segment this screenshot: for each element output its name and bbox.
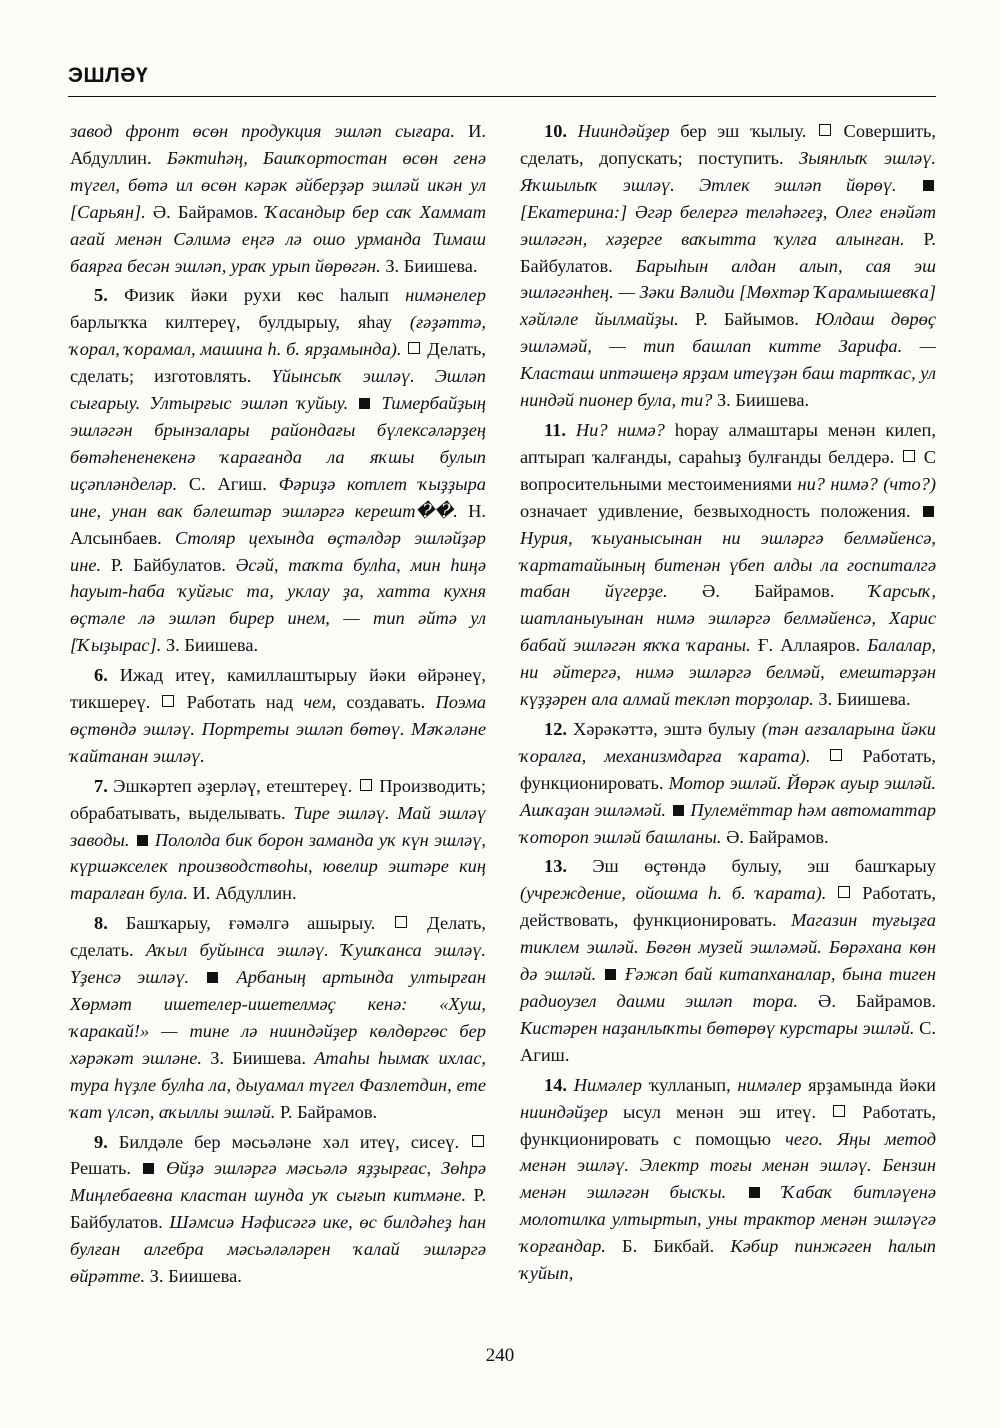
sense-8: 8. Башҡарыу, ғәмәлгә ашырыу. Делать, сделать. Аҡыл буйынса эшләү. Ҡушҡанса эшләү. Үҙенсә эшләү. Арбаның артында ултырған Хөрмәт ишетелер-ишетелмәҫ кенә: «Хуш, ҡаракай!» — тине лә нииндәйҙер көлдөргөс бер хәрәкәт эшләне. З. Биишева. Атаһы һымаҡ ихлас, тура һүҙле булһа ла, дыуамал түгел Фазлетдин, ете ҡат үлсәп, аҡыллы эшләй. Р. Байрамов. xyxy=(70,913,487,1122)
example-marker xyxy=(605,969,616,980)
russian-translation-marker xyxy=(903,450,915,462)
example-marker xyxy=(137,835,148,846)
example-marker xyxy=(923,180,934,191)
sense-14: 14. Нимәлер ҡулланып, нимәлер ярҙамында йәки нииндәйҙер ысул менән эш итеү. Работать, функционировать с помощью чего. Яңы метод менән эшләү. Электр тоғы менән эшләү. Бензин менән эшләгән бысҡы. Ҡабаҡ битләүенә молотилка ултыртып, уны трактор менән эшләүгә ҡорғандар. Б. Бикбай. Кәбир пинжәген һалып ҡуйып, xyxy=(520,1074,936,1284)
sense-6: 6. Ижад итеү, камиллаштырыу йәки өйрәнеү, тикшереү. Работать над чем, создавать. Поэма өҫтөндә эшләү. Портреты эшләп бөтөү. Мәҡәләне ҡайтанан эшләү. xyxy=(70,665,487,766)
sense-10: 10. Нииндәйҙер бер эш ҡылыу. Совершить, сделать, допускать; поступить. Зыянлыҡ эшләү. Яҡшылыҡ эшләү. Этлек эшләп йөрөү. [Екатерина:] Әгәр белергә теләһәгеҙ, Олег енәйәт эшләгән, хәҙерге ваҡытта ҡулға алынған. Р. Байбулатов. Барыһын алдан алып, сая эш эшләгәнһең. — Зәки Вәлиди [Мөхтәр Ҡарамышевҡа] хәйләле йылмайҙы. Р. Байымов. Юлдаш дөрөҫ эшләмәй, — тип башлап китте Зарифа. — Класташ иптәшеңә ярҙам итеүҙән баш тартҡас, ул ниндәй пионер була, ти? З. Биишева. xyxy=(520,121,937,411)
sense-13: 13. Эш өҫтөндә булыу, эш башҡарыу (учреждение, ойошма һ. б. ҡарата). Работать, действовать, функционировать. Магазин туғыҙға тиклем эшләй. Бөгөн музей эшләмәй. Бөрәхана көн дә эшләй. Ғәжәп бай китапханалар, бына тиген радиоузел даими эшләп тора. Ә. Байрамов. Кистәрен наҙанлыҡты бөтөрөү курстары эшләй. С. Агиш. xyxy=(520,856,937,1065)
sense-9: 9. Билдәле бер мәсьәләне хәл итеү, сисеү. Решать. Өйҙә эшләргә мәсьәлә яҙҙырғас, Зөһрә Миңлебаевна кластан шунда уҡ сығып китмәне. Р. Байбулатов. Шәмсиә Нәфисәгә ике, өс билдәһеҙ һан булған алгебра мәсьәләләрен ҡалай эшләргә өйрәтте. З. Биишева. xyxy=(70,1131,487,1287)
russian-translation-marker xyxy=(162,695,174,707)
russian-translation-marker xyxy=(408,342,420,354)
russian-translation-marker xyxy=(819,124,831,136)
running-head: ЭШЛӘҮ xyxy=(68,64,149,87)
example-marker xyxy=(359,398,370,409)
example-marker xyxy=(207,972,218,983)
russian-translation-marker xyxy=(472,1135,484,1147)
russian-translation-marker xyxy=(830,749,842,761)
russian-translation-marker xyxy=(395,916,407,928)
sense-5: 5. Физик йәки рухи көс һалып нимәнелер барлыҡҡа килтереү, булдырыу, яһау (ғәҙәттә, ҡорал, ҡорамал, машина һ. б. ярҙамында). Делать, сделать; изготовлять. Үйынсыҡ эшләү. Эшләп сығарыу. Ултырғыс эшләп ҡуйыу. Тимербайҙың эшләгән брынзалары райондағы бүлексәләрҙең бөтәһененекенә ҡарағанда ла яҡшы булып иҫәпләнделәр. С. Агиш. Фәриҙә котлет ҡыҙҙыра ине, унан вак бәлештәр эшләргә керешт��. Н. Алсынбаев. Столяр цехында өҫтәлдәр эшләйҙәр ине. Р. Байбулатов. Әсәй, таҡта булһа, мин һиңә һауыт-һаба ҡуйғыс та, уклау ҙа, хатта кухня өҫтәле лә эшләп бирер инем, — тип әйтә ул [Ҡыҙырас]. З. Биишева. xyxy=(70,285,487,656)
right-column xyxy=(520,118,936,1290)
example-marker xyxy=(923,506,934,517)
sense-12: 12. Хәрәкәттә, эштә булыу (тән ағзаларына йәки ҡоралға, механизмдарға ҡарата). Работать, функционировать. Мотор эшләй. Йөрәк ауыр эшләй. Ашҡаҙан эшләмәй. Пулемёттар һәм автоматтар ҡотороп эшләй башланы. Ә. Байрамов. xyxy=(520,718,937,847)
russian-translation-marker xyxy=(833,1105,845,1117)
example-marker xyxy=(749,1187,760,1198)
russian-translation-marker xyxy=(360,779,372,791)
page-number: 240 xyxy=(485,1345,515,1366)
sense-7: 7. Эшкәртеп әҙерләү, етештереү. Производить; обрабатывать, выделывать. Тире эшләү. Май эшләү заводы. Пололда бик борон заманда уҡ күн эшләү, күршәкселек производствоһы, ювелир эштәре киң таралған була. И. Абдуллин. xyxy=(70,775,486,904)
entry-continuation: завод фронт өсөн продукция эшләп сығара. И. Абдуллин. Бәктиһәң, Башҡортостан өсөн генә түгел, бөтә ил өсөн кәрәк әйберҙәр эшләй икән ул [Сарьян]. Ә. Байрамов. Ҡасандыр бер саҡ Хаммат ағай менән Сәлимә еңгә лә ошо урманда Тимаш баярға бесән эшләп, ураҡ урып йөрөгән. З. Биишева. xyxy=(70,121,486,276)
russian-translation-marker xyxy=(838,886,850,898)
left-column xyxy=(70,118,486,1293)
header-rule xyxy=(68,96,936,97)
example-marker xyxy=(673,805,684,816)
sense-11: 11. Ни? нимә? һорау алмаштары менән килеп, аптырап ҡалғанды, сараһыҙ булғанды белдерә. С вопросительными местоимениями ни? нимә? (что?) означает удивление, безвыходность положения. Нурия, ҡыуанысынан ни эшләргә белмәйенсә, ҡартатайының битенән үбеп алды ла госпиталгә табан йүгерҙе. Ә. Байрамов. Ҡарсыҡ, шатланыуынан нимә эшләргә белмәйенсә, Харис бабай эшләгән яҡҡа ҡараны. Ғ. Аллаяров. Балалар, ни әйтергә, нимә эшләргә белмәй, емештәрҙән күҙҙәрен ала алмай теклəп торҙолар. З. Биишева. xyxy=(520,419,936,710)
example-marker xyxy=(143,1163,154,1174)
